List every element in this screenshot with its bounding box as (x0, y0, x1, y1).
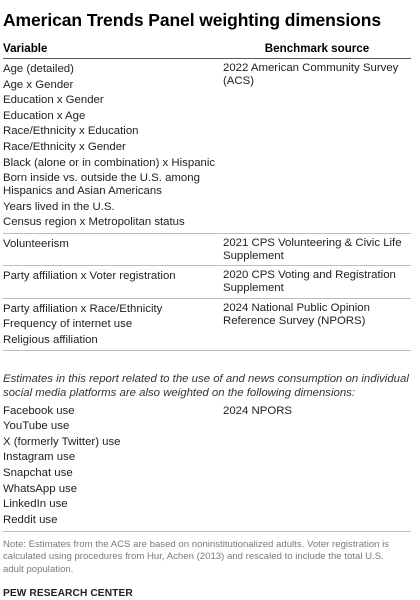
variable-item: Frequency of internet use (3, 318, 133, 331)
platform-item: WhatsApp use (3, 482, 78, 495)
platform-item: Facebook use (3, 404, 75, 417)
platforms-group (3, 403, 411, 533)
platform-item: LinkedIn use (3, 498, 68, 511)
variable-item: Years lived in the U.S. (3, 200, 115, 213)
table-row-group (3, 234, 411, 266)
variable-item: Education x Age (3, 109, 86, 122)
source-credit: PEW RESEARCH CENTER (3, 587, 133, 599)
benchmark-source: 2020 CPS Voting and Registration Supplement (223, 269, 396, 295)
table-row-group (3, 266, 411, 298)
variables-cell (3, 269, 223, 295)
header-variable: Variable (3, 42, 48, 55)
variables-cell (3, 62, 223, 231)
benchmark-source: 2022 American Community Survey (ACS) (223, 62, 399, 88)
platforms-benchmark-source: 2024 NPORS (223, 404, 293, 417)
variable-item: Race/Ethnicity x Gender (3, 140, 126, 153)
platform-item: X (formerly Twitter) use (3, 435, 121, 448)
weighting-table (3, 42, 411, 351)
variable-item: Religious affiliation (3, 333, 98, 346)
table-header (3, 42, 411, 59)
footnote: Note: Estimates from the ACS are based on noninstitutionalized adults. Voter registration is calculated using procedures from Hur, Achen (2013) and rescaled to include the total U.S. adult population. (3, 539, 390, 575)
platform-item: Snapchat use (3, 466, 73, 479)
table-row-group (3, 59, 411, 234)
header-benchmark-source: Benchmark source (264, 42, 370, 55)
page-title: American Trends Panel weighting dimensions (3, 10, 381, 30)
benchmark-source: 2021 CPS Volunteering & Civic Life Supplement (223, 236, 402, 262)
variable-item: Volunteerism (3, 237, 69, 250)
variable-item: Black (alone or in combination) x Hispanic (3, 156, 216, 169)
variable-item: Race/Ethnicity x Education (3, 125, 139, 138)
variable-item: Age (detailed) (3, 63, 74, 75)
variable-item: Party affiliation x Race/Ethnicity (3, 302, 163, 315)
table-row-group (3, 299, 411, 352)
variable-item: Education x Gender (3, 94, 104, 107)
variable-item: Census region x Metropolitan status (3, 216, 185, 229)
variables-cell (3, 237, 223, 263)
variable-item: Age x Gender (3, 78, 74, 91)
benchmark-source: 2024 National Public Opinion Reference Survey (NPORS) (223, 301, 370, 327)
variable-item: Born inside vs. outside the U.S. among Hispanics and Asian Americans (3, 172, 200, 198)
variables-cell (3, 302, 223, 349)
platform-item: Instagram use (3, 451, 76, 464)
platform-variables-cell (3, 404, 223, 529)
platforms-intro: Estimates in this report related to the use of and news consumption on individual social media platforms are also weighted on the following dimensions: (3, 373, 409, 399)
platform-item: YouTube use (3, 420, 70, 433)
variable-item: Party affiliation x Voter registration (3, 270, 176, 283)
platform-item: Reddit use (3, 513, 58, 526)
